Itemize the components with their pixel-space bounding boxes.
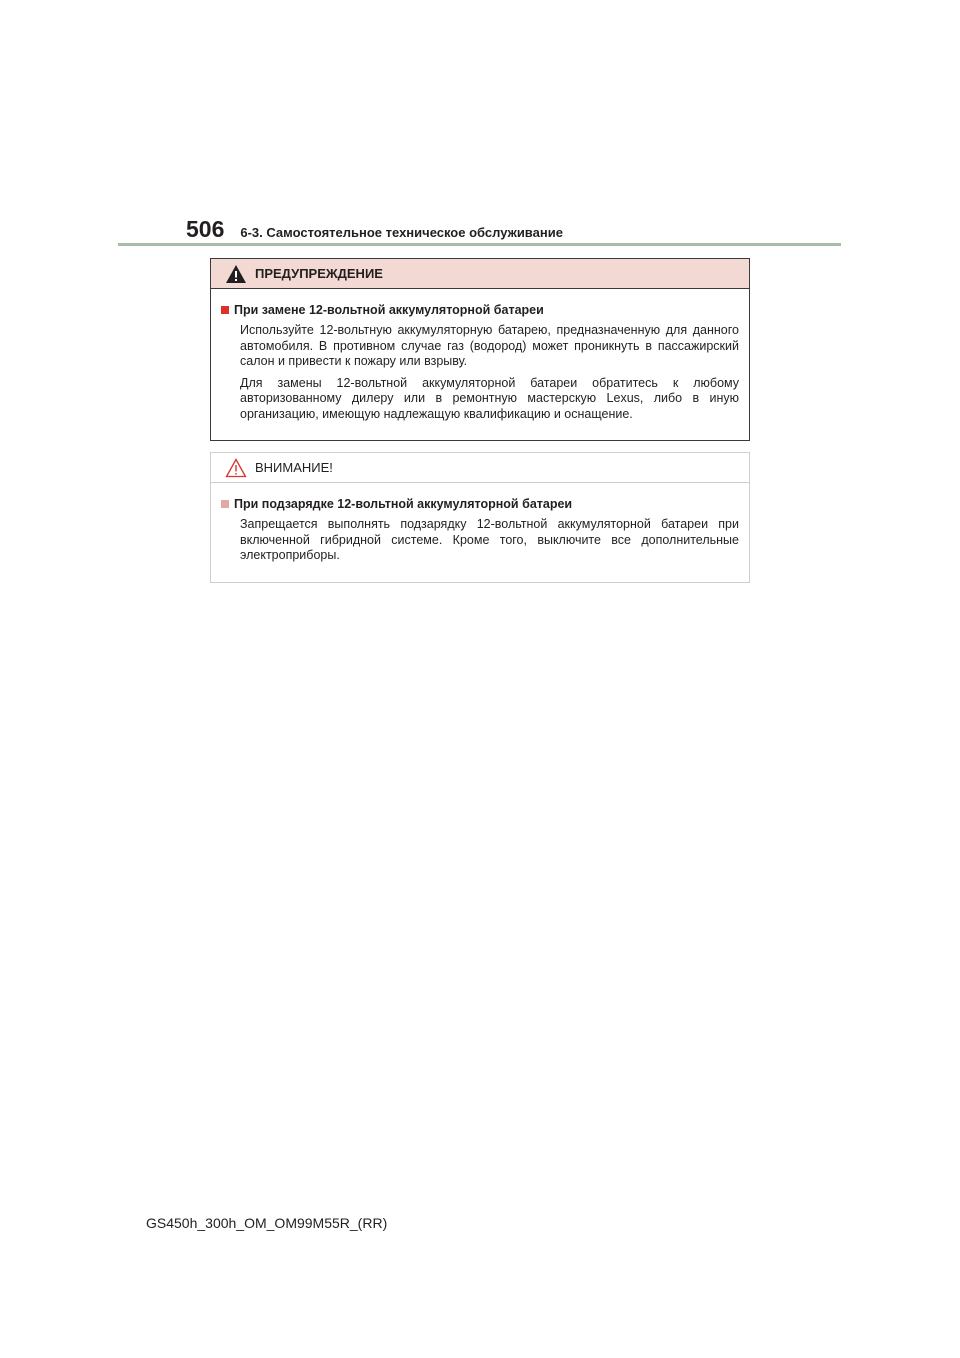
page-number: 506 xyxy=(186,216,225,242)
caution-triangle-icon xyxy=(225,458,247,478)
header-divider xyxy=(118,243,841,246)
notice-box xyxy=(210,452,750,583)
notice-item-title xyxy=(221,497,739,511)
document-code: GS450h_300h_OM_OM99M55R_(RR) xyxy=(146,1215,388,1231)
warning-body xyxy=(211,289,749,422)
warning-box xyxy=(210,258,750,441)
notice-label: ВНИМАНИЕ! xyxy=(255,460,333,475)
warning-paragraph: Используйте 12-вольтную аккумуляторную батарею, предназначенную для данного автомобиля. В противном случае газ (водород) может проникнуть в пассажирский салон и привести к пожару или взрыву. xyxy=(240,323,739,368)
square-bullet-icon xyxy=(221,500,229,508)
warning-item-title-text: При замене 12-вольтной аккумуляторной батареи xyxy=(234,303,544,317)
warning-label: ПРЕДУПРЕЖДЕНИЕ xyxy=(255,266,383,281)
page-header xyxy=(186,216,563,243)
square-bullet-icon xyxy=(221,306,229,314)
warning-paragraph: Для замены 12-вольтной аккумуляторной батареи обратитесь к любому авторизованному дилеру или в ремонтную мастерскую Lexus, либо в иную организацию, имеющую надлежащую квалификацию и оснащение. xyxy=(240,375,739,421)
warning-triangle-icon xyxy=(225,264,247,284)
warning-item-title xyxy=(221,303,739,317)
warning-header xyxy=(211,259,749,289)
notice-item-title-text: При подзарядке 12-вольтной аккумуляторной батареи xyxy=(234,497,573,511)
notice-paragraph: Запрещается выполнять подзарядку 12-вольтной аккумуляторной батареи при включенной гибридной системе. Кроме того, выключите все дополнительные электроприборы. xyxy=(240,517,739,562)
notice-body xyxy=(211,483,749,564)
section-title: 6-3. Самостоятельное техническое обслуживание xyxy=(240,225,563,240)
notice-header xyxy=(211,453,749,483)
